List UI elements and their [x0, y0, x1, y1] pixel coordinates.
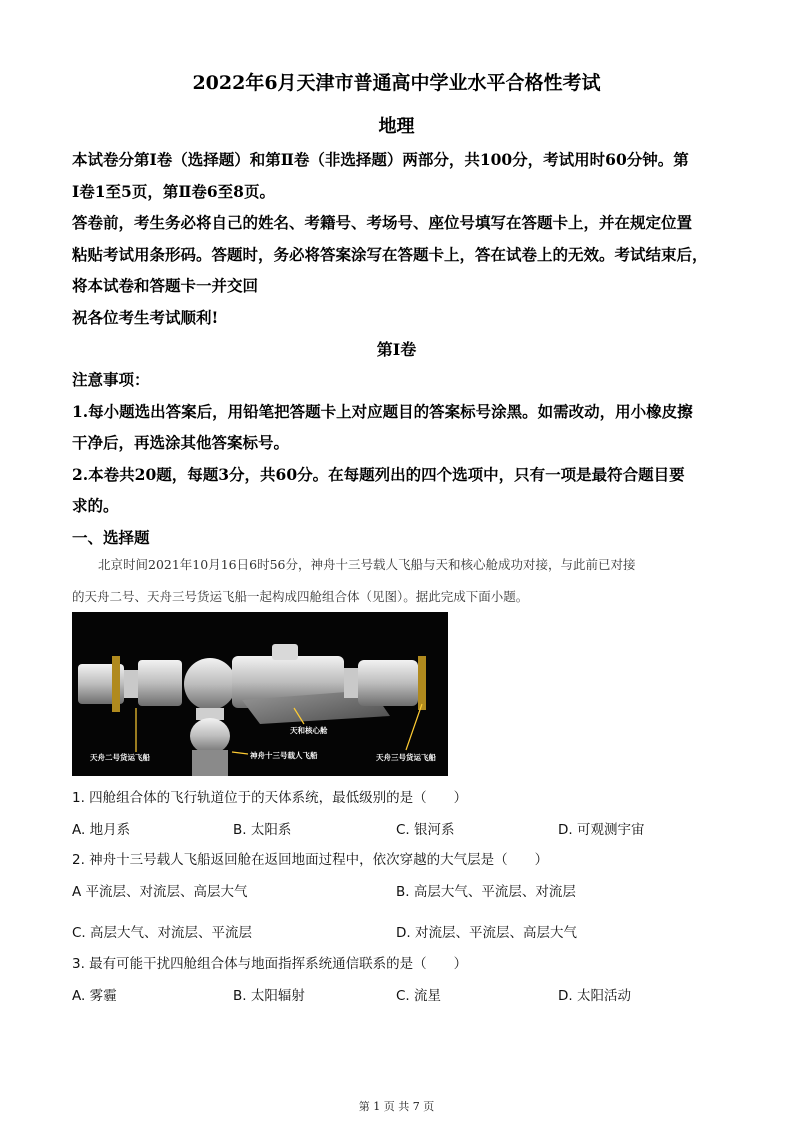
passage-line-1: 北京时间2021年10月16日6时56分，神舟十三号载人飞船与天和核心舱成功对接，与此前已对接	[98, 557, 636, 572]
tianhe-rear-section	[138, 660, 182, 706]
shenzhou13-service	[192, 750, 228, 776]
gold-ring-right	[418, 656, 426, 710]
intro-line: 本试卷分第Ⅰ卷（选择题）和第Ⅱ卷（非选择题）两部分，共100分，考试用时60分钟。第	[72, 150, 689, 169]
note-line: 求的。	[72, 496, 119, 515]
q2-option-c: C. 高层大气、对流层、平流层	[72, 925, 253, 941]
part1-title: 第Ⅰ卷	[376, 340, 417, 359]
docking-adapter-right	[344, 668, 358, 698]
q2-option-a: A 平流层、对流层、高层大气	[72, 884, 248, 900]
shenzhou13-capsule	[190, 718, 230, 754]
q1-option-d: D. 可观测宇宙	[558, 822, 645, 838]
label-tianzhou3: 天舟三号货运飞船	[376, 753, 436, 762]
question-1-stem: 1. 四舱组合体的飞行轨道位于的天体系统，最低级别的是（ ）	[72, 790, 468, 806]
q1-option-b: B. 太阳系	[233, 822, 292, 838]
label-tianzhou2: 天舟二号货运飞船	[90, 753, 150, 762]
intro-line: 答卷前，考生务必将自己的姓名、考籍号、考场号、座位号填写在答题卡上，并在规定位置	[72, 213, 693, 232]
tianzhou3-module	[358, 660, 418, 706]
intro-line: 祝各位考生考试顺利!	[72, 307, 219, 327]
intro-line: Ⅰ卷1至5页，第Ⅱ卷6至8页。	[72, 181, 275, 201]
subject-title: 地理	[378, 116, 415, 137]
q3-option-d: D. 太阳活动	[558, 988, 631, 1004]
note-line: 干净后，再选涂其他答案标号。	[72, 433, 290, 452]
q3-option-c: C. 流星	[396, 988, 442, 1004]
gold-ring-left	[112, 656, 120, 712]
docking-adapter-left	[124, 670, 138, 698]
docking-node	[184, 658, 236, 710]
intro-line: 将本试卷和答题卡一并交回	[72, 276, 259, 295]
note-line: 1.每小题选出答案后，用铅笔把答题卡上对应题目的答案标号涂黑。如需改动，用小橡皮擦	[72, 401, 693, 421]
passage-line-2: 的天舟二号、天舟三号货运飞船一起构成四舱组合体（见图）。据此完成下面小题。	[72, 589, 529, 604]
intro-block	[72, 144, 724, 333]
notes-block	[72, 364, 724, 553]
top-antenna	[272, 644, 298, 660]
note-line: 2.本卷共20题，每题3分，共60分。在每题列出的四个选项中，只有一项是最符合题目要	[72, 464, 685, 484]
question-2-stem: 2. 神舟十三号载人飞船返回舱在返回地面过程中，依次穿越的大气层是（ ）	[72, 852, 549, 868]
q3-option-b: B. 太阳辐射	[233, 988, 305, 1004]
q2-option-b: B. 高层大气、平流层、对流层	[396, 884, 576, 900]
label-shenzhou13: 神舟十三号载人飞船	[250, 751, 318, 760]
intro-line: 粘贴考试用条形码。答题时，务必将答案涂写在答题卡上，答在试卷上的无效。考试结束后，	[72, 244, 708, 264]
q2-option-d: D. 对流层、平流层、高层大气	[396, 925, 577, 941]
notes-label: 注意事项：	[72, 370, 150, 389]
section-heading: 一、选择题	[72, 527, 150, 547]
space-station-figure	[72, 612, 448, 776]
q1-option-a: A. 地月系	[72, 822, 131, 838]
exam-title: 2022年6月天津市普通高中学业水平合格性考试	[192, 72, 601, 94]
label-tianhe: 天和核心舱	[290, 726, 328, 735]
question-3-stem: 3. 最有可能干扰四舱组合体与地面指挥系统通信联系的是（ ）	[72, 956, 468, 972]
q1-option-c: C. 银河系	[396, 822, 455, 838]
page-footer: 第 1 页 共 7 页	[358, 1100, 435, 1113]
space-station-illustration	[72, 612, 448, 776]
q3-option-a: A. 雾霾	[72, 988, 117, 1004]
